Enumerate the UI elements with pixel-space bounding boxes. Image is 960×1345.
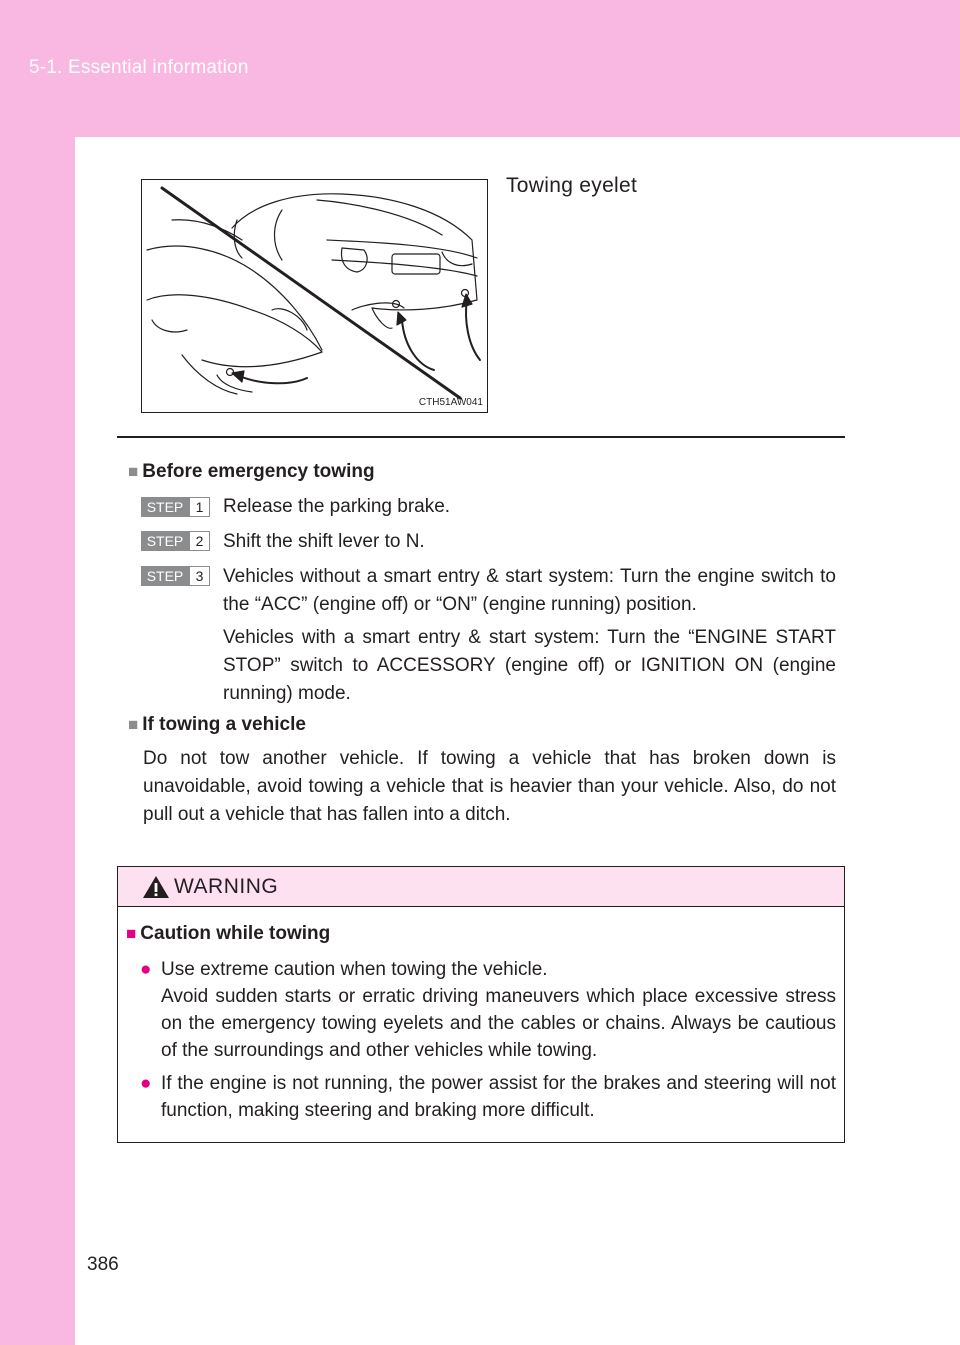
step-badge-1 <box>141 497 210 517</box>
square-bullet-icon: ■ <box>128 715 139 734</box>
circle-bullet-icon: ● <box>140 1073 152 1094</box>
warning-title: WARNING <box>174 875 279 898</box>
warning-box <box>117 866 845 1143</box>
if-towing-heading: ■ If towing a vehicle <box>128 714 306 735</box>
step-3-text-smart-entry: Vehicles with a smart entry & start system: Turn the “ENGINE START STOP” switch to ACCESSORY (engine off) or IGNITION ON (engine running) mode. <box>223 627 836 704</box>
step-3-text: Vehicles without a smart entry & start system: Turn the engine switch to the “ACC” (engine off) or “ON” (engine running) position. <box>223 566 836 615</box>
step-label: STEP <box>141 497 189 517</box>
warning-header <box>118 867 844 907</box>
warning-bullet-1: Use extreme caution when towing the vehicle. <box>161 959 548 980</box>
before-towing-heading: ■ Before emergency towing <box>128 461 375 482</box>
step-label: STEP <box>141 531 189 551</box>
car-line-drawing <box>142 180 487 412</box>
warning-triangle-icon <box>142 875 170 899</box>
towing-eyelet-illustration <box>141 179 488 413</box>
if-towing-body: Do not tow another vehicle. If towing a vehicle that has broken down is unavoidable, avoid towing a vehicle that is heavier than your vehicle. Also, do not pull out a vehicle that has fallen into a ditch. <box>143 748 836 825</box>
step-number: 3 <box>189 566 210 586</box>
circle-bullet-icon: ● <box>140 959 152 980</box>
figure-code: CTH51AW041 <box>418 397 483 408</box>
step-badge-3 <box>141 566 210 586</box>
figure-callout-label: Towing eyelet <box>506 174 638 197</box>
step-number: 1 <box>189 497 210 517</box>
step-2-text: Shift the shift lever to N. <box>223 531 425 552</box>
caution-heading: ■ Caution while towing <box>126 923 331 944</box>
warning-bullet-2: If the engine is not running, the power assist for the brakes and steering will not function, making steering and braking more difficult. <box>161 1073 836 1121</box>
square-bullet-icon: ■ <box>126 924 137 943</box>
step-1-text: Release the parking brake. <box>223 496 451 517</box>
warning-bullet-1-detail: Avoid sudden starts or erratic driving maneuvers which place excessive stress on the emergency towing eyelets and the cables or chains. Always be cautious of the surroundings and other vehicles while towing. <box>161 986 836 1061</box>
square-bullet-icon: ■ <box>128 462 139 481</box>
section-title: 5-1. Essential information <box>29 57 249 78</box>
side-band <box>0 137 75 1345</box>
step-number: 2 <box>189 531 210 551</box>
step-badge-2 <box>141 531 210 551</box>
divider-rule <box>117 436 845 438</box>
page-number: 386 <box>87 1254 119 1275</box>
step-label: STEP <box>141 566 189 586</box>
